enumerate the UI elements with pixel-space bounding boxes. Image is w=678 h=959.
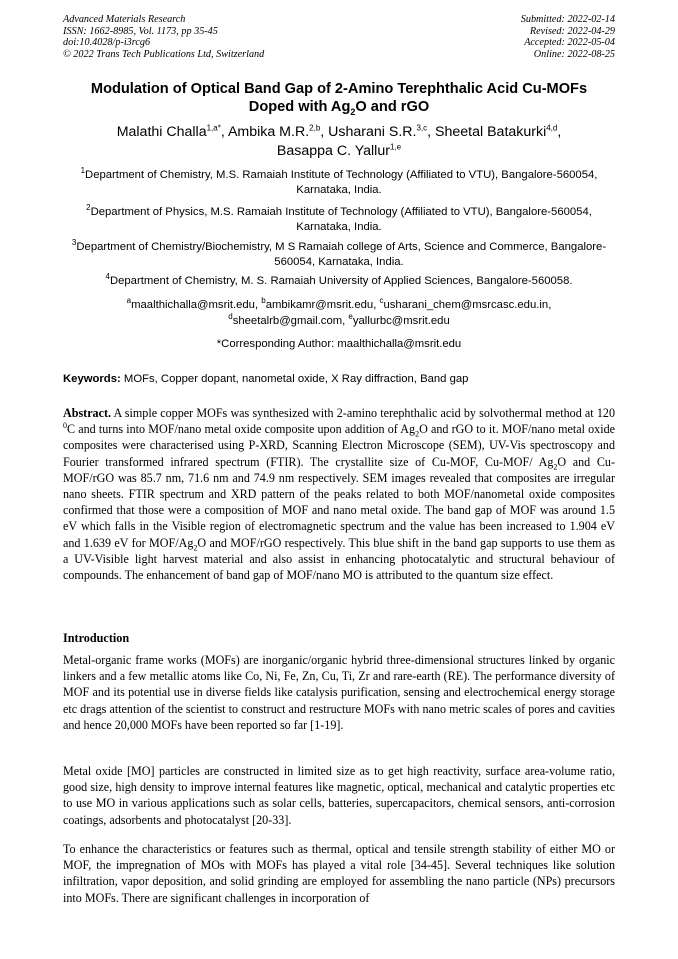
publication-dates [521, 14, 615, 60]
paragraph: Metal oxide [MO] particles are constructed in limited size as to get high reactivity, surface area-volume ratio, good size, high density to improve internal features like magnetic, optical, mechanical and catalytic properties etc to use MO in various applications such as solar cells, batteries, supercapacitors, chemical sensors, anti-corrosion coatings, adsorbents and photocatalyst [20-33]. [63, 764, 615, 827]
title-text: Doped with Ag [248, 99, 351, 115]
affiliation: $^4$Department of Chemistry, M. S. Ramaiah University of Applied Sciences, Bangalore-560058. [105, 272, 573, 287]
title-line-2 [55, 98, 623, 121]
abstract: Abstract. A simple copper MOFs was synthesized with 2-amino terephthalic acid by solvothermal method at 120 $^0$C and turns into MOF/nano metal oxide composite upon addition of $Ag_2O$ and rGO to it. MOF/nano metal oxide composites were characterised using P-XRD, Scanning Electron Microscope (SEM), UV-Vis spectroscopy and Fourier transformed infrared spectrum (FTIR). The crystallite size of Cu-MOF, Cu-MOF/ $Ag_2O$ and Cu-MOF/rGO was 85.7 nm, 71.6 nm and 74.9 nm respectively. SEM images revealed that composites are irregular nano sheets. FTIR spectrum and XRD pattern of the peaks related to both MOF/nanometal oxide composites confirmed that those were a composition of MOF and nano metal oxide. The band gap of MOF was around 1.5 eV which falls in the Visible region of electromagnetic spectrum and the value has been increased to 1.904 eV and 1.639 eV for MOF/$Ag_2O$ and MOF/rGO respectively. This blue shift in the band gap supports to use them as a UV-Visible light harvest material and also assist in enhancing photocatalytic and structural behaviour of compounds. The enhancement of band gap of MOF/nano MO is attributed to the quantum size effect. [63, 406, 615, 583]
abstract-label: Abstract. [63, 406, 112, 420]
title-line-1: Modulation of Optical Band Gap of 2-Amino Terephthalic Acid Cu-MOFs [90, 81, 588, 97]
email-link[interactable]: $^b$ambikamr@msrit.edu [261, 296, 374, 311]
keywords-label: Keywords: [63, 373, 121, 385]
paragraph: To enhance the characteristics or features such as thermal, optical and tensile strength stability of either MO or MOF, the impregnation of MOs with MOFs has played a vital role [34-45]. Several techniques like solution infiltration, vapor deposition, and solid grinding are employed for assembling the nano particle (NPs) precursors into MOFs. There are significant challenges in incorporation of [63, 842, 615, 905]
paragraph: Metal-organic frame works (MOFs) are inorganic/organic hybrid three-dimensional structures linked by organic linkers and a few metallic atoms like Co, Ni, Fe, Zn, Cu, Ti, Zr and rare-earth (RE). The performance diversity of MOF and its potential use in diverse fields like catalysis purification, sensing and electrochemical energy storage etc drags attention of the scientist to construct and restructure MOFs with nano metric scales of pores and cavities and hence 20,000 MOFs have been reported so far [1-19]. [63, 653, 615, 732]
author: Usharani S.R.$^{3,c}$, [328, 123, 436, 140]
author: Sheetal Batakurki$^{4,d}$, [435, 123, 562, 140]
email-link[interactable]: $^a$maalthichalla@msrit.edu [126, 296, 255, 311]
revised-date: Revised: 2022-04-29 [529, 25, 615, 37]
author: Malathi Challa$^{1,a*}$, [116, 123, 228, 140]
paper-title [55, 80, 623, 121]
email-link[interactable]: $^d$sheetalrb@gmail.com [228, 312, 343, 327]
email-list: $^a$maalthichalla@msrit.edu, $^b$ambikamr@msrit.edu, $^c$usharani_chem@msrcasc.edu.in, $^d$sheetalrb@gmail.com, $^e$yallurbc@msrit.edu [126, 296, 552, 327]
author: Ambika M.R.$^{2,b}$, [227, 123, 329, 140]
keywords [63, 372, 615, 387]
journal-name: Advanced Materials Research [63, 14, 186, 25]
affiliation: $^2$Department of Physics, M.S. Ramaiah Institute of Technology (Affiliated to VTU), Bangalore-560054, Karnataka, India. [86, 203, 592, 233]
affiliation: $^3$Department of Chemistry/Biochemistry, M S Ramaiah college of Arts, Science and Commerce, Bangalore-560054, Karnataka, India. [71, 238, 607, 268]
submitted-date: Submitted: 2022-02-14 [520, 14, 615, 25]
email-link[interactable]: $^c$usharani_chem@msrcasc.edu.in [379, 296, 549, 311]
title-subscript: 2 [350, 106, 356, 117]
online-date: Online: 2022-08-25 [533, 48, 615, 60]
affiliation: $^1$Department of Chemistry, M.S. Ramaiah Institute of Technology (Affiliated to VTU), Bangalore-560054, Karnataka, India. [80, 166, 598, 196]
email-link[interactable]: $^e$yallurbc@msrit.edu [348, 312, 450, 327]
accepted-date: Accepted: 2022-05-04 [524, 37, 615, 49]
author-list [55, 123, 623, 161]
introduction-heading: Introduction [63, 631, 130, 645]
author: Basappa C. Yallur$^{1,e}$ [276, 142, 402, 159]
copyright: © 2022 Trans Tech Publications Ltd, Switzerland [63, 48, 265, 60]
doi: doi:10.4028/p-i3rcg6 [63, 37, 151, 49]
corresponding-author: *Corresponding Author: maalthichalla@msrit.edu [216, 338, 462, 350]
keywords-text: MOFs, Copper dopant, nanometal oxide, X Ray diffraction, Band gap [120, 373, 469, 385]
issn: ISSN: 1662-8985, Vol. 1173, pp 35-45 [63, 25, 218, 37]
journal-info [63, 14, 264, 60]
title-text: O and rGO [355, 99, 430, 115]
